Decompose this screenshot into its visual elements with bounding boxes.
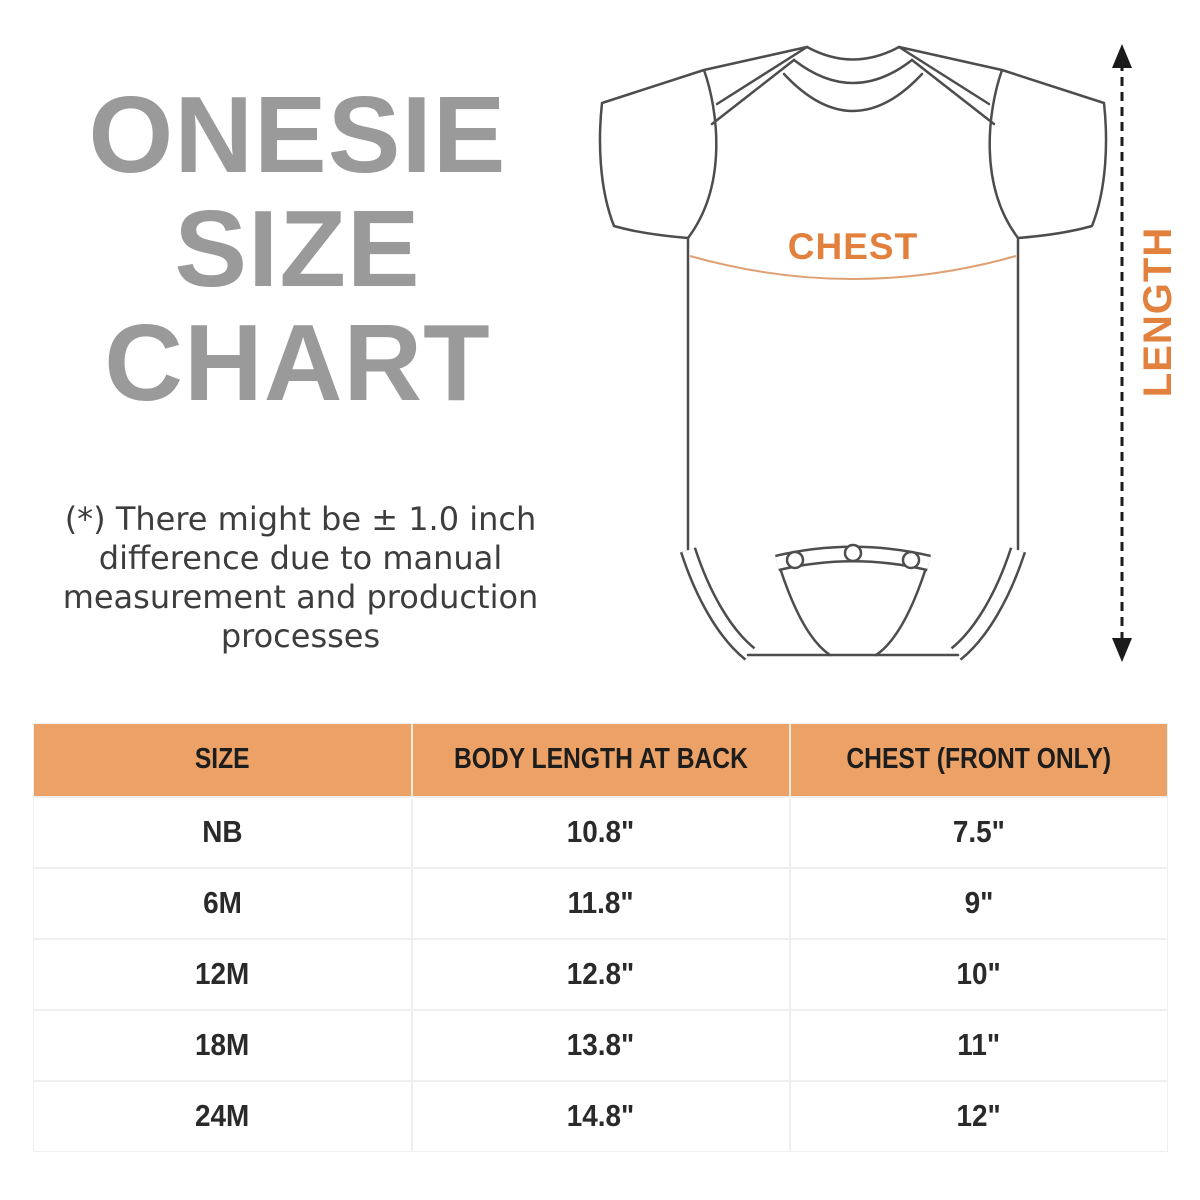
disclaimer-line-1: (*) There might be ± 1.0 inch [64,500,537,538]
title-line-2: SIZE [174,188,421,310]
length-arrow-icon [1112,44,1132,662]
snap-icon [903,552,919,568]
shoulder-flap-right-edge1 [899,47,989,104]
cell-body-length: 12.8" [412,939,790,1010]
length-label: LENGTH [1136,226,1180,398]
shoulder-flap-left-edge2 [712,60,794,124]
cell-body-length: 10.8" [412,797,790,868]
title-line-1: ONESIE [88,74,507,196]
cell-chest: 9" [790,868,1168,939]
cell-chest: 10" [790,939,1168,1010]
cell-body-length: 11.8" [412,868,790,939]
table-row [34,1010,1168,1081]
cell-size: 24M [34,1081,412,1152]
disclaimer-line-3: measurement and production [62,578,539,616]
header-size: SIZE [34,724,412,797]
onesie-bottom-bands [688,550,1018,654]
neckline-middle [794,60,912,83]
table-row [34,868,1168,939]
table-row [34,797,1168,868]
cell-size: 12M [34,939,412,1010]
page-title [25,74,570,424]
armhole-seam-right [990,70,1018,238]
disclaimer-line-2: difference due to manual [98,539,503,577]
cell-body-length: 13.8" [412,1010,790,1081]
armhole-seam-left [688,70,716,238]
title-line-3: CHART [104,302,491,424]
onesie-outline-left [600,47,807,549]
onesie-outline-right [899,47,1106,549]
header-body-length: BODY LENGTH AT BACK [412,724,790,797]
snap-icon [845,545,861,561]
chest-label: CHEST [787,226,919,267]
crotch-arch-right [876,571,925,655]
size-table [33,723,1168,1152]
cell-chest: 11" [790,1010,1168,1081]
cell-chest: 12" [790,1081,1168,1152]
crotch-arch-left [781,571,830,655]
measurement-disclaimer [28,500,573,656]
table-row [34,939,1168,1010]
snap-icon [787,552,803,568]
disclaimer-line-4: processes [220,617,381,655]
cell-size: 6M [34,868,412,939]
size-table-header [34,724,1168,797]
header-chest: CHEST (FRONT ONLY) [790,724,1168,797]
onesie-diagram [580,25,1200,675]
neckline-outer [807,47,899,60]
cell-body-length: 14.8" [412,1081,790,1152]
table-row [34,1081,1168,1152]
cell-chest: 7.5" [790,797,1168,868]
cell-size: 18M [34,1010,412,1081]
shoulder-flap-left-edge1 [717,47,807,104]
shoulder-flap-right-edge2 [912,60,994,124]
cell-size: NB [34,797,412,868]
neckline-inner [784,74,922,111]
